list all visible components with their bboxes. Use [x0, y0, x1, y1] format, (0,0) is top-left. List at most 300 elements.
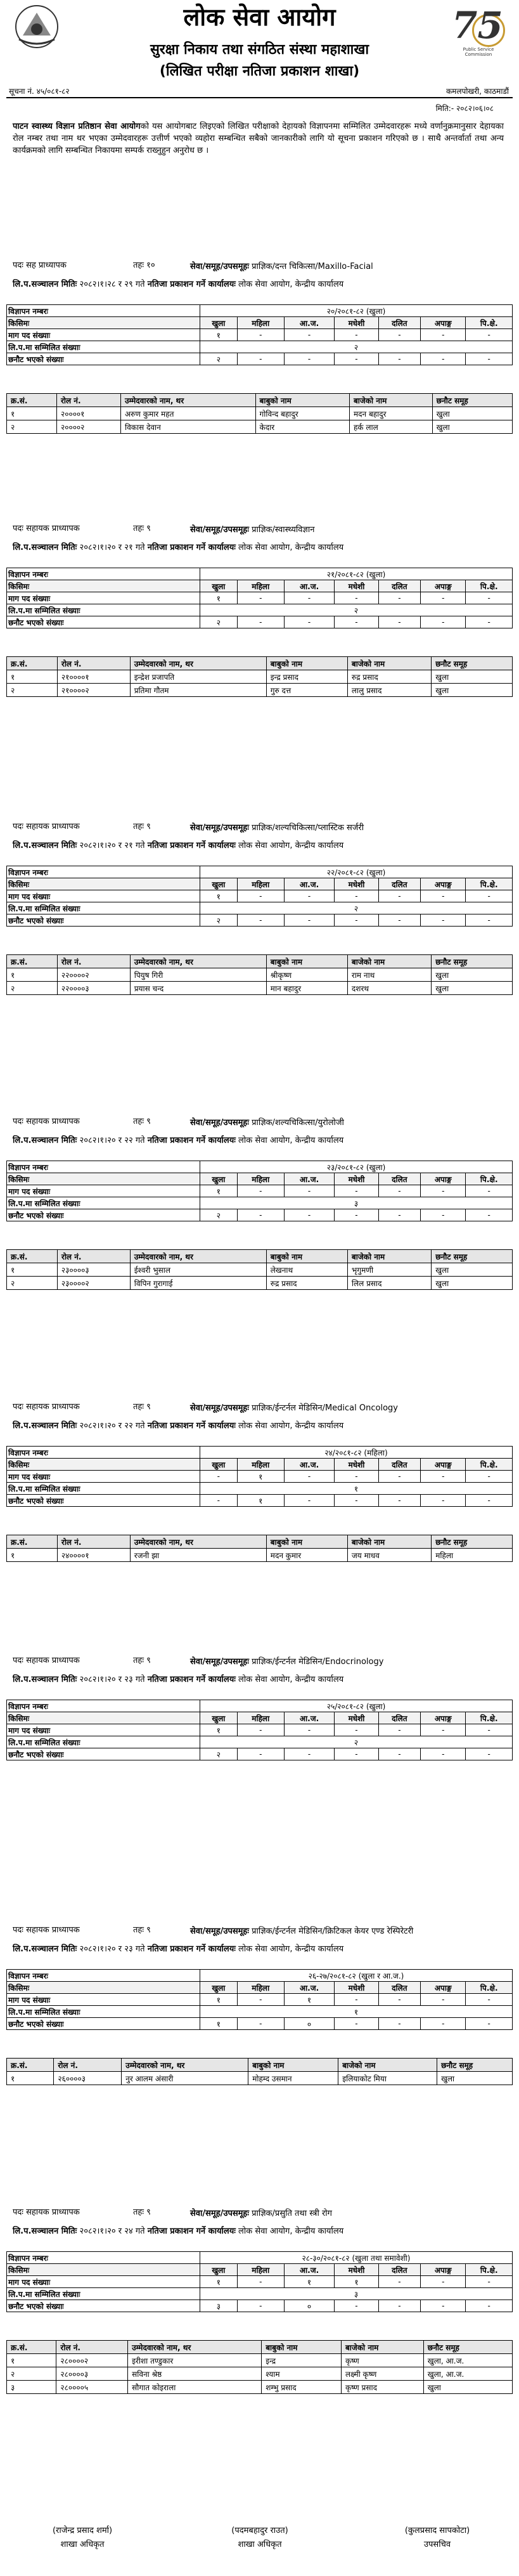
- passed-count: २: [200, 914, 238, 927]
- column-header: बाबुको नाम: [262, 2341, 342, 2354]
- column-header: क्र.सं.: [7, 1535, 58, 1549]
- passed-count: -: [284, 914, 334, 927]
- quota-header: महिला: [237, 1982, 284, 1994]
- quota-header: पि.क्षे.: [466, 1712, 513, 1724]
- cell: प्रतिमा गौतम: [130, 684, 266, 697]
- quota-header: अपाङ्ग: [421, 2264, 466, 2276]
- column-header: रोल नं.: [57, 955, 130, 968]
- post-line: पदः सहायक प्राध्यापक: [13, 1117, 80, 1126]
- cell: खुला: [423, 2381, 512, 2394]
- passed-count: -: [237, 2018, 284, 2030]
- seat-count: -: [335, 890, 378, 902]
- quota-header: खुला: [200, 1982, 238, 1994]
- cell: गुरु दत्त: [266, 684, 347, 697]
- level-line: तहः १०: [133, 261, 155, 270]
- seat-count: -: [378, 1185, 420, 1197]
- table-row: [7, 2367, 513, 2381]
- passed-count: -: [237, 1748, 284, 1760]
- cell: किसिमः: [7, 2264, 200, 2276]
- cell: दशरथ: [347, 982, 431, 995]
- cell: इन्द्र: [262, 2354, 342, 2367]
- passed-count: २: [200, 616, 238, 628]
- cell: लि.प.मा सम्मिलित संख्याः: [7, 1736, 200, 1748]
- cell: छनौट भएको संख्याः: [7, 353, 200, 365]
- cell: जय माधव: [347, 1549, 431, 1562]
- column-header: बाजेको नाम: [347, 1535, 431, 1549]
- column-header: बाजेको नाम: [347, 657, 431, 670]
- cell: लि.प.मा सम्मिलित संख्याः: [7, 604, 200, 616]
- cell: खुला: [437, 2072, 513, 2085]
- cell: मान बहादुर: [266, 982, 347, 995]
- cell: २: [7, 1277, 58, 1290]
- cell: माग पद संख्याः: [7, 1471, 200, 1483]
- passed-count: -: [466, 616, 513, 628]
- passed-count: ०: [284, 2300, 334, 2312]
- applicant-count: २: [200, 1736, 513, 1748]
- passed-count: -: [421, 616, 466, 628]
- column-header: बाबुको नाम: [248, 2059, 338, 2072]
- cell: लालु प्रसाद: [347, 684, 431, 697]
- post-line: पदः सहायक प्राध्यापक: [13, 524, 80, 533]
- seat-count: -: [378, 592, 420, 604]
- cell: २३००००२: [57, 1277, 130, 1290]
- quota-header: पि.क्षे.: [466, 580, 513, 592]
- quota-header: महिला: [237, 2264, 284, 2276]
- cell: विज्ञापन नम्बरः: [7, 1161, 200, 1173]
- quota-header: दलित: [378, 1982, 420, 1994]
- applicant-count: २: [200, 341, 513, 353]
- signatory-role: शाखा अधिकृत: [60, 2540, 105, 2549]
- passed-count: -: [284, 1495, 334, 1507]
- cell: २४००००१: [57, 1549, 130, 1562]
- column-header: क्र.सं.: [7, 955, 58, 968]
- seat-count: -: [421, 1724, 466, 1736]
- quota-header: आ.ज.: [284, 1459, 334, 1471]
- post-line: पदः सहायक प्राध्यापक: [13, 2208, 80, 2217]
- passed-count: -: [335, 2018, 378, 2030]
- cell: १: [7, 670, 58, 684]
- quota-header: अपाङ्ग: [421, 1173, 466, 1185]
- seat-count: -: [335, 1724, 378, 1736]
- cell: १: [7, 1549, 58, 1562]
- exam-date-line: लि.प.सञ्चालन मितिः २०८२।१।२० र २१ गते नतिजा प्रकाशन गर्ने कार्यालयः लोक सेवा आयोग, केन्द्रीय कार्यालय: [13, 543, 344, 552]
- passed-count: -: [237, 914, 284, 927]
- cell: २३००००३: [57, 1263, 130, 1277]
- quota-header: खुला: [200, 2264, 238, 2276]
- cell: इन्द्रेश प्रजापति: [130, 670, 266, 684]
- seat-count: -: [335, 1471, 378, 1483]
- quota-header: दलित: [378, 317, 420, 329]
- passed-count: ०: [284, 2018, 334, 2030]
- quota-header: खुला: [200, 878, 238, 890]
- table-row: [7, 1277, 513, 1290]
- vacancy-number: २२/२०८१-८२ (खुला): [200, 866, 513, 878]
- cell: खुला: [432, 1263, 513, 1277]
- passed-count: -: [466, 1748, 513, 1760]
- signatory-name: (कुलप्रसाद सापकोटा): [404, 2526, 470, 2535]
- level-line: तहः ९: [133, 822, 151, 831]
- cell: खुला: [432, 968, 513, 982]
- quota-header: मधेशी: [335, 1982, 378, 1994]
- notice-number: सूचना नं. ४५/०८१-८२: [9, 87, 70, 96]
- column-header: छनौट समूह: [423, 2341, 512, 2354]
- intro-paragraph: पाटन स्वास्थ्य विज्ञान प्रतिष्ठान सेवा आयोगको यस आयोगबाट लिइएको लिखित परीक्षाको देहायको विज्ञापनमा सम्मिलित उम्मेदवारहरू मध्ये वर्णानुक्रमानुसार देहायका रोल नम्बर तथा नाम थर भएका उम्मेदवारहरू उत्तीर्ण भएको व्यहोरा सम्बन्धित सबैको जानकारीको लागि यो सूचना प्रकाशन गरिएको छ । साथै अन्तर्वार्ता तथा अन्य कार्यक्रमको लागि सम्बन्धित निकायमा सम्पर्क राख्नुहुन अनुरोध छ ।: [13, 122, 504, 155]
- service-line: सेवा/समूह/उपसमूहः प्राज्ञिक/शल्यचिकित्सा/युरोलोजी: [190, 1118, 344, 1128]
- quota-header: अपाङ्ग: [421, 1982, 466, 1994]
- quota-header: दलित: [378, 1459, 420, 1471]
- notice-date: मिति:- २०८२।०६।०८: [435, 104, 494, 113]
- seat-count: १: [200, 1994, 238, 2006]
- quota-header: मधेशी: [335, 1712, 378, 1724]
- quota-header: पि.क्षे.: [466, 1173, 513, 1185]
- cell: लि.प.मा सम्मिलित संख्याः: [7, 1197, 200, 1209]
- cell: विज्ञापन नम्बरः: [7, 305, 200, 317]
- division-title: सुरक्षा निकाय तथा संगठित संस्था महाशाखा: [150, 42, 369, 58]
- passed-count: २: [200, 1209, 238, 1221]
- column-header: रोल नं.: [56, 2341, 128, 2354]
- passed-count: -: [378, 353, 420, 365]
- candidate-table: [6, 393, 513, 434]
- cell: सौगात कोइराला: [128, 2381, 262, 2394]
- table-row: [7, 1263, 513, 1277]
- service-line: सेवा/समूह/उपसमूहः प्राज्ञिक/ईन्टर्नल मेडिसिन/क्रिटिकल केयर एण्ड रेस्पिरेटरी: [190, 1927, 414, 1936]
- passed-count: -: [200, 1495, 238, 1507]
- cell: महिला: [432, 1549, 513, 1562]
- cell: खुला: [432, 684, 513, 697]
- column-header: क्र.सं.: [7, 1250, 58, 1263]
- seat-count: -: [378, 1471, 420, 1483]
- cell: २००००२: [56, 420, 120, 434]
- vacancy-number: २६-२७/२०८१-८२ (खुला र आ.ज.): [200, 1970, 513, 1982]
- cell: छनौट भएको संख्याः: [7, 1748, 200, 1760]
- quota-header: मधेशी: [335, 1173, 378, 1185]
- quota-header: मधेशी: [335, 580, 378, 592]
- seat-count: -: [378, 890, 420, 902]
- column-header: उम्मेदवारको नाम, थर: [130, 955, 266, 968]
- seat-count: -: [421, 1994, 466, 2006]
- vacancy-table: [6, 1969, 513, 2030]
- passed-count: -: [466, 2018, 513, 2030]
- cell: लि.प.मा सम्मिलित संख्याः: [7, 2006, 200, 2018]
- passed-count: -: [421, 2300, 466, 2312]
- seat-count: -: [284, 329, 334, 341]
- cell: लेखनाथ: [266, 1263, 347, 1277]
- candidate-table: [6, 656, 513, 697]
- cell: २: [7, 684, 58, 697]
- cell: २८००००३: [56, 2367, 128, 2381]
- quota-header: मधेशी: [335, 317, 378, 329]
- section-title: (लिखित परीक्षा नतिजा प्रकाशन शाखा): [159, 63, 360, 79]
- seat-count: -: [335, 592, 378, 604]
- cell: मदन बहादुर: [349, 407, 432, 420]
- cell: अरुण कुमार महत: [120, 407, 255, 420]
- seat-count: -: [237, 1994, 284, 2006]
- passed-count: -: [466, 353, 513, 365]
- seat-count: -: [284, 1724, 334, 1736]
- cell: खुला: [432, 1277, 513, 1290]
- post-line: पदः सहायक प्राध्यापक: [13, 1925, 80, 1935]
- cell: माग पद संख्याः: [7, 592, 200, 604]
- cell: २: [7, 420, 57, 434]
- seat-count: -: [421, 329, 466, 341]
- seat-count: १: [200, 329, 238, 341]
- cell: रजनी झा: [130, 1549, 266, 1562]
- cell: इलियाकोट मिया: [338, 2072, 437, 2085]
- table-row: [7, 684, 513, 697]
- column-header: बाजेको नाम: [349, 394, 432, 407]
- cell: लि.प.मा सम्मिलित संख्याः: [7, 2288, 200, 2300]
- seat-count: -: [466, 329, 513, 341]
- passed-count: -: [237, 616, 284, 628]
- cell: १: [7, 407, 57, 420]
- passed-count: २: [200, 353, 238, 365]
- cell: मोहम्द उसमान: [248, 2072, 338, 2085]
- exam-date-line: लि.प.सञ्चालन मितिः २०८२।१।२० र २२ गते नतिजा प्रकाशन गर्ने कार्यालयः लोक सेवा आयोग, केन्द्रीय कार्यालय: [13, 1421, 344, 1431]
- quota-header: पि.क्षे.: [466, 878, 513, 890]
- quota-header: पि.क्षे.: [466, 2264, 513, 2276]
- table-row: [7, 2381, 513, 2394]
- cell: २००००१: [56, 407, 120, 420]
- passed-count: -: [421, 353, 466, 365]
- vacancy-table: [6, 1446, 513, 1507]
- seat-count: -: [421, 1185, 466, 1197]
- cell: इरीशा तण्डुकार: [128, 2354, 262, 2367]
- vacancy-table: [6, 1700, 513, 1760]
- seat-count: -: [237, 890, 284, 902]
- exam-date-line: लि.प.सञ्चालन मितिः २०८२।१।२० र २१ गते नतिजा प्रकाशन गर्ने कार्यालयः लोक सेवा आयोग, केन्द्रीय कार्यालय: [13, 841, 344, 850]
- applicant-count: ३: [200, 1197, 513, 1209]
- seat-count: १: [200, 1724, 238, 1736]
- column-header: क्र.सं.: [7, 2059, 54, 2072]
- passed-count: -: [284, 616, 334, 628]
- cell: विज्ञापन नम्बरः: [7, 2252, 200, 2264]
- quota-header: दलित: [378, 1173, 420, 1185]
- quota-header: आ.ज.: [284, 2264, 334, 2276]
- quota-header: मधेशी: [335, 878, 378, 890]
- seat-count: -: [421, 592, 466, 604]
- cell: मदन कुमार: [266, 1549, 347, 1562]
- quota-header: खुला: [200, 580, 238, 592]
- passed-count: ३: [200, 2300, 238, 2312]
- vacancy-table: [6, 304, 513, 365]
- vacancy-table: [6, 1161, 513, 1221]
- exam-date-line: लि.प.सञ्चालन मितिः २०८२।१।२० र २४ गते नतिजा प्रकाशन गर्ने कार्यालयः लोक सेवा आयोग, केन्द्रीय कार्यालय: [13, 2227, 344, 2236]
- seat-count: १: [200, 592, 238, 604]
- column-header: छनौट समूह: [437, 2059, 513, 2072]
- applicant-count: २: [200, 604, 513, 616]
- quota-header: दलित: [378, 580, 420, 592]
- passed-count: -: [466, 914, 513, 927]
- column-header: छनौट समूह: [432, 394, 512, 407]
- cell: नुर आलम अंसारी: [122, 2072, 248, 2085]
- applicant-count: १: [200, 2006, 513, 2018]
- passed-count: -: [421, 1495, 466, 1507]
- quota-header: आ.ज.: [284, 317, 334, 329]
- cell: लि.प.मा सम्मिलित संख्याः: [7, 902, 200, 914]
- seat-count: -: [284, 592, 334, 604]
- cell: खुला, आ.ज.: [423, 2367, 512, 2381]
- vacancy-number: २४/२०८१-८२ (महिला): [200, 1447, 513, 1459]
- seat-count: -: [284, 890, 334, 902]
- cell: छनौट भएको संख्याः: [7, 1209, 200, 1221]
- level-line: तहः ९: [133, 1656, 151, 1665]
- level-line: तहः ९: [133, 2208, 151, 2217]
- column-header: उम्मेदवारको नाम, थर: [130, 1535, 266, 1549]
- cell: छनौट भएको संख्याः: [7, 2018, 200, 2030]
- cell: ईश्वरी भुसाल: [130, 1263, 266, 1277]
- candidate-table: [6, 2340, 513, 2394]
- candidate-table: [6, 954, 513, 995]
- vacancy-number: २१/२०८१-८२ (खुला): [200, 568, 513, 580]
- cell: माग पद संख्याः: [7, 329, 200, 341]
- cell: श्रीकृष्ण: [266, 968, 347, 982]
- commission-title: लोक सेवा आयोग: [183, 3, 336, 31]
- seat-count: -: [466, 890, 513, 902]
- passed-count: -: [378, 2300, 420, 2312]
- quota-header: अपाङ्ग: [421, 878, 466, 890]
- signatory-role: शाखा अधिकृत: [238, 2540, 282, 2549]
- vacancy-number: २५/२०८१-८२ (खुला): [200, 1700, 513, 1712]
- cell: कृष्ण प्रसाद: [341, 2381, 423, 2394]
- quota-header: आ.ज.: [284, 1982, 334, 1994]
- service-line: सेवा/समूह/उपसमूहः प्राज्ञिक/प्रसुति तथा स्त्री रोग: [190, 2209, 332, 2218]
- table-row: [7, 420, 513, 434]
- seat-count: -: [421, 2276, 466, 2288]
- column-header: क्र.सं.: [7, 2341, 56, 2354]
- vacancy-number: २३/२०८१-८२ (खुला): [200, 1161, 513, 1173]
- quota-header: आ.ज.: [284, 878, 334, 890]
- passed-count: -: [335, 1748, 378, 1760]
- cell: १: [7, 968, 58, 982]
- post-line: पदः सहायक प्राध्यापक: [13, 822, 80, 831]
- cell: पियुष गिरी: [130, 968, 266, 982]
- service-line: सेवा/समूह/उपसमूहः प्राज्ञिक/शल्यचिकित्सा/प्लास्टिक सर्जरी: [190, 823, 364, 833]
- quota-header: अपाङ्ग: [421, 580, 466, 592]
- seat-count: -: [421, 1471, 466, 1483]
- column-header: रोल नं.: [56, 394, 120, 407]
- passed-count: १: [237, 1495, 284, 1507]
- cell: किसिमः: [7, 1459, 200, 1471]
- level-line: तहः ९: [133, 1117, 151, 1126]
- column-header: बाबुको नाम: [266, 1535, 347, 1549]
- cell: किसिमः: [7, 1982, 200, 1994]
- cell: भृगुमणी: [347, 1263, 431, 1277]
- seat-count: -: [335, 329, 378, 341]
- passed-count: -: [284, 353, 334, 365]
- cell: माग पद संख्याः: [7, 2276, 200, 2288]
- cell: खुला, आ.ज.: [423, 2354, 512, 2367]
- vacancy-number: २०/२०८१-८२ (खुला): [200, 305, 513, 317]
- vacancy-table: [6, 866, 513, 927]
- table-row: [7, 1549, 513, 1562]
- passed-count: -: [378, 1495, 420, 1507]
- quota-header: अपाङ्ग: [421, 317, 466, 329]
- seat-count: -: [466, 1994, 513, 2006]
- seat-count: -: [421, 890, 466, 902]
- passed-count: -: [237, 2300, 284, 2312]
- applicant-count: ३: [200, 2288, 513, 2300]
- seat-count: -: [378, 2276, 420, 2288]
- signatory-role: उपसचिव: [423, 2540, 451, 2549]
- quota-header: महिला: [237, 878, 284, 890]
- seat-count: -: [335, 1994, 378, 2006]
- signatory-name: (राजेन्द्र प्रसाद शर्मा): [52, 2526, 113, 2535]
- cell: किसिमः: [7, 1173, 200, 1185]
- quota-header: पि.क्षे.: [466, 1982, 513, 1994]
- passed-count: १: [200, 2018, 238, 2030]
- applicant-count: २: [200, 902, 513, 914]
- passed-count: -: [378, 1748, 420, 1760]
- cell: १: [7, 1263, 58, 1277]
- column-header: क्र.सं.: [7, 657, 58, 670]
- column-header: रोल नं.: [57, 1535, 130, 1549]
- quota-header: खुला: [200, 1712, 238, 1724]
- passed-count: -: [335, 2300, 378, 2312]
- cell: २८००००५: [56, 2381, 128, 2394]
- seat-count: -: [378, 1724, 420, 1736]
- candidate-table: [6, 1249, 513, 1290]
- cell: विज्ञापन नम्बरः: [7, 866, 200, 878]
- cell: २२००००३: [57, 982, 130, 995]
- cell: २: [7, 2367, 56, 2381]
- quota-header: मधेशी: [335, 2264, 378, 2276]
- column-header: बाजेको नाम: [347, 1250, 431, 1263]
- cell: शम्भु प्रसाद: [262, 2381, 342, 2394]
- quota-header: पि.क्षे.: [466, 1459, 513, 1471]
- applicant-count: १: [200, 1483, 513, 1495]
- seat-count: १: [200, 1185, 238, 1197]
- quota-header: खुला: [200, 317, 238, 329]
- cell: खुला: [432, 982, 513, 995]
- exam-date-line: लि.प.सञ्चालन मितिः २०८२।१।२० र २३ गते नतिजा प्रकाशन गर्ने कार्यालयः लोक सेवा आयोग, केन्द्रीय कार्यालय: [13, 1675, 344, 1684]
- column-header: बाजेको नाम: [338, 2059, 437, 2072]
- quota-header: महिला: [237, 1459, 284, 1471]
- cell: खुला: [432, 407, 512, 420]
- column-header: रोल नं.: [57, 657, 130, 670]
- cell: राम नाथ: [347, 968, 431, 982]
- passed-count: -: [466, 2300, 513, 2312]
- column-header: बाबुको नाम: [255, 394, 349, 407]
- seat-count: -: [284, 1185, 334, 1197]
- cell: प्रयास चन्द: [130, 982, 266, 995]
- service-line: सेवा/समूह/उपसमूहः प्राज्ञिक/दन्त चिकित्सा/Maxillo-Facial: [190, 262, 373, 271]
- cell: २६००००३: [54, 2072, 122, 2085]
- cell: १: [7, 2072, 54, 2085]
- cell: लि.प.मा सम्मिलित संख्याः: [7, 1483, 200, 1495]
- cell: विज्ञापन नम्बरः: [7, 1447, 200, 1459]
- cell: किसिमः: [7, 1712, 200, 1724]
- seat-count: १: [335, 2276, 378, 2288]
- cell: लि.प.मा सम्मिलित संख्याः: [7, 341, 200, 353]
- cell: खुला: [432, 420, 512, 434]
- cell: २१००००१: [57, 670, 130, 684]
- passed-count: -: [335, 616, 378, 628]
- cell: माग पद संख्याः: [7, 1724, 200, 1736]
- seat-count: -: [466, 2276, 513, 2288]
- cell: छनौट भएको संख्याः: [7, 1495, 200, 1507]
- seat-count: -: [237, 1185, 284, 1197]
- table-row: [7, 982, 513, 995]
- seat-count: १: [237, 1471, 284, 1483]
- cell: १: [7, 2354, 56, 2367]
- column-header: बाबुको नाम: [266, 657, 347, 670]
- column-header: रोल नं.: [54, 2059, 122, 2072]
- vacancy-table: [6, 2251, 513, 2312]
- cell: किसिमः: [7, 317, 200, 329]
- cell: कृष्ण: [341, 2354, 423, 2367]
- seat-count: १: [284, 2276, 334, 2288]
- column-header: उम्मेदवारको नाम, थर: [130, 1250, 266, 1263]
